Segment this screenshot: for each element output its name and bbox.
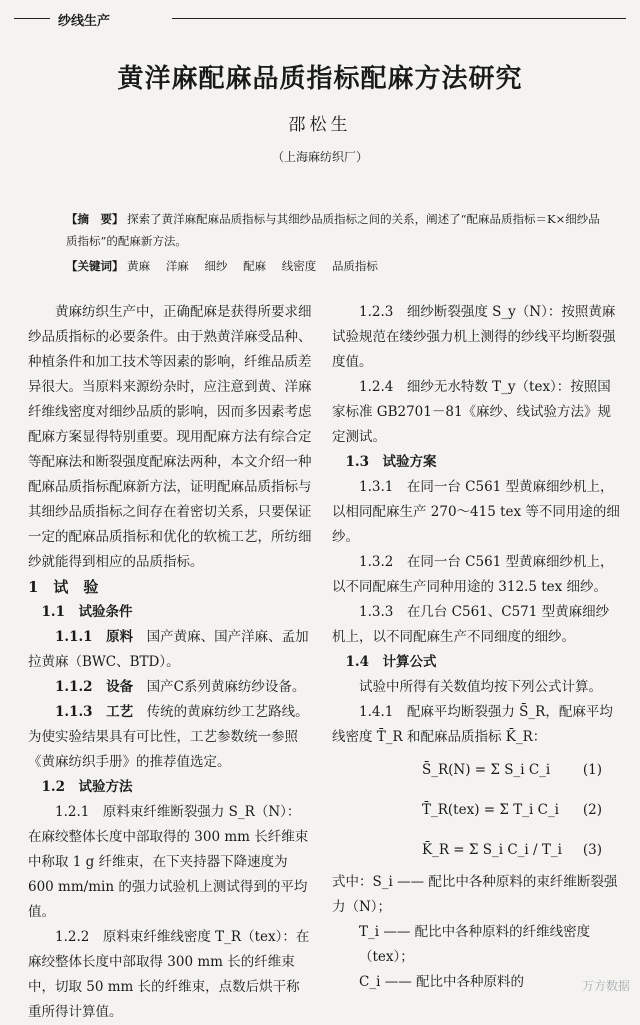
para-number: 1.2.3 [359, 304, 394, 320]
para-text: 细纱断裂强度 S_y（N）：按照黄麻试验规范在缕纱强力机上测得的纱线平均断裂强度值。 [332, 304, 616, 370]
para-text: 细纱无水特数 T_y（tex）：按照国家标准 GB2701－81《麻纱、线试验方法》规定测试。 [332, 379, 612, 445]
formula-3 [332, 830, 622, 870]
author-affiliation: （上海麻纺织厂） [271, 150, 368, 164]
keywords-label: 【关键词】 [66, 259, 124, 273]
formula-number: (3) [582, 841, 602, 858]
formula-2 [332, 790, 622, 830]
para-text: 原料束纤维线密度 T_R（tex）：在麻绞整体长度中部取得 300 mm 长的纤维束中，切取 50 mm 长的纤维束，点数后烘干称重所得计算值。 [28, 929, 310, 1020]
para-number: 1.3.3 [359, 604, 394, 620]
keyword: 黄麻 [127, 259, 151, 273]
formula-expression: S̄_R(N) = Σ S_i C_i [422, 761, 551, 778]
para-1-2-2 [28, 925, 312, 1025]
para-1-3-2 [332, 550, 622, 600]
para-text: 在同一台 C561 型黄麻细纱机上，以相同配麻生产 270～415 tex 等不同用途的细纱。 [332, 479, 620, 545]
where-line-3: C_i —— 配比中各种原料的 [359, 974, 524, 990]
para-1-2-3 [332, 300, 622, 375]
para-1-4-1 [332, 700, 622, 750]
para-1-1-3 [28, 700, 312, 775]
para-number: 1.1.3 工艺 [55, 704, 134, 720]
para-text: 在同一台 C561 型黄麻细纱机上，以不同配麻生产同种用途的 312.5 tex 细纱。 [332, 554, 614, 595]
para-number: 1.3.2 [359, 554, 394, 570]
para-text: 原料束纤维断裂强力 S_R（N）：在麻绞整体长度中部取得的 300 mm 长纤维束中称取 1 g 纤维束，在下夹持器下降速度为 600 mm/min 的强力试验机上测试得到的平均值。 [28, 804, 309, 920]
keyword: 洋麻 [165, 259, 189, 273]
where-line-1: 式中：S_i —— 配比中各种原料的束纤维断裂强力（N）； [332, 874, 618, 915]
header-section-label: 纱线生产 [58, 14, 111, 29]
para-number: 1.2.2 [55, 929, 90, 945]
running-header [14, 8, 626, 28]
section-heading-1: 1 试 验 [28, 578, 99, 596]
abstract [66, 208, 608, 252]
para-text: 配麻平均断裂强力 S̄_R，配麻平均线密度 T̄_R 和配麻品质指标 K̄_R： [332, 704, 613, 745]
right-column [332, 300, 622, 995]
keyword: 细纱 [204, 259, 228, 273]
subsection-heading-1-1: 1.1 试验条件 [41, 604, 133, 620]
para-1-3-3 [332, 600, 622, 650]
formula-number: (1) [582, 761, 602, 778]
paper-title: 黄洋麻配麻品质指标配麻方法研究 [117, 64, 523, 94]
para-text: 在几台 C561、C571 型黄麻细纱机上，以不同配麻生产不同细度的细纱。 [332, 604, 610, 645]
keyword: 品质指标 [331, 259, 378, 273]
para-1-2-4 [332, 375, 622, 450]
watermark: 万方数据 [581, 979, 630, 993]
where-line-2: T_i —— 配比中各种原料的纤维线密度（tex）； [359, 924, 591, 965]
subsection-heading-1-3: 1.3 试验方案 [345, 454, 437, 470]
intro-paragraph: 黄麻纺织生产中，正确配麻是获得所要求细纱品质指标的必要条件。由于熟黄洋麻受品种、种植条件和加工技术等因素的影响，纤维品质差异很大。当原料来源纷杂时，应注意到黄、洋麻纤维线密度对细纱品质的影响，因而多因素考虑配麻方案显得特别重要。现用配麻方法有综合定等配麻法和断裂强度配麻法两种，本文介绍一种配麻品质指标配麻新方法，证明配麻品质指标与其细纱品质指标之间存在着密切关系，只要保证一定的配麻品质指标和优化的软梳工艺，所纺细纱就能得到相应的品质指标。 [28, 304, 312, 570]
formula-1 [332, 750, 622, 790]
left-column [28, 300, 312, 1025]
para-1-2-1 [28, 800, 312, 925]
para-text: 国产C系列黄麻纺纱设备。 [146, 679, 306, 695]
para-number: 1.4.1 [359, 704, 394, 720]
formula-expression: K̄_R = Σ S_i C_i / T_i [422, 841, 562, 858]
abstract-text: 探索了黄洋麻配麻品质指标与其细纱品质指标之间的关系，阐述了“配麻品质指标＝K×细纱品质指标”的配麻新方法。 [66, 212, 600, 248]
keywords [66, 258, 608, 274]
para-1-1-2 [28, 675, 312, 700]
para-number: 1.1.2 设备 [55, 679, 134, 695]
para-text: 国产黄麻、国产洋麻、孟加拉黄麻（BWC、BTD）。 [28, 629, 309, 670]
subsection-heading-1-4: 1.4 计算公式 [345, 654, 437, 670]
para-1-4: 试验中所得有关数值均按下列公式计算。 [359, 679, 602, 695]
keyword: 配麻 [243, 259, 267, 273]
abstract-label: 【摘 要】 [66, 212, 124, 226]
para-text: 传统的黄麻纺纱工艺路线。为使实验结果具有可比性，工艺参数统一参照《黄麻纺织手册》的推荐值选定。 [28, 704, 309, 770]
para-1-1-1 [28, 625, 312, 675]
formula-number: (2) [582, 801, 602, 818]
author-name: 邵松生 [288, 115, 352, 135]
para-number: 1.1.1 原料 [55, 629, 134, 645]
para-number: 1.2.4 [359, 379, 394, 395]
formula-expression: T̄_R(tex) = Σ T_i C_i [422, 801, 559, 818]
para-1-3-1 [332, 475, 622, 550]
keyword: 线密度 [281, 259, 317, 273]
header-rule-left [14, 18, 50, 19]
para-number: 1.3.1 [359, 479, 394, 495]
subsection-heading-1-2: 1.2 试验方法 [41, 779, 133, 795]
para-number: 1.2.1 [55, 804, 90, 820]
header-rule-right [172, 18, 626, 19]
